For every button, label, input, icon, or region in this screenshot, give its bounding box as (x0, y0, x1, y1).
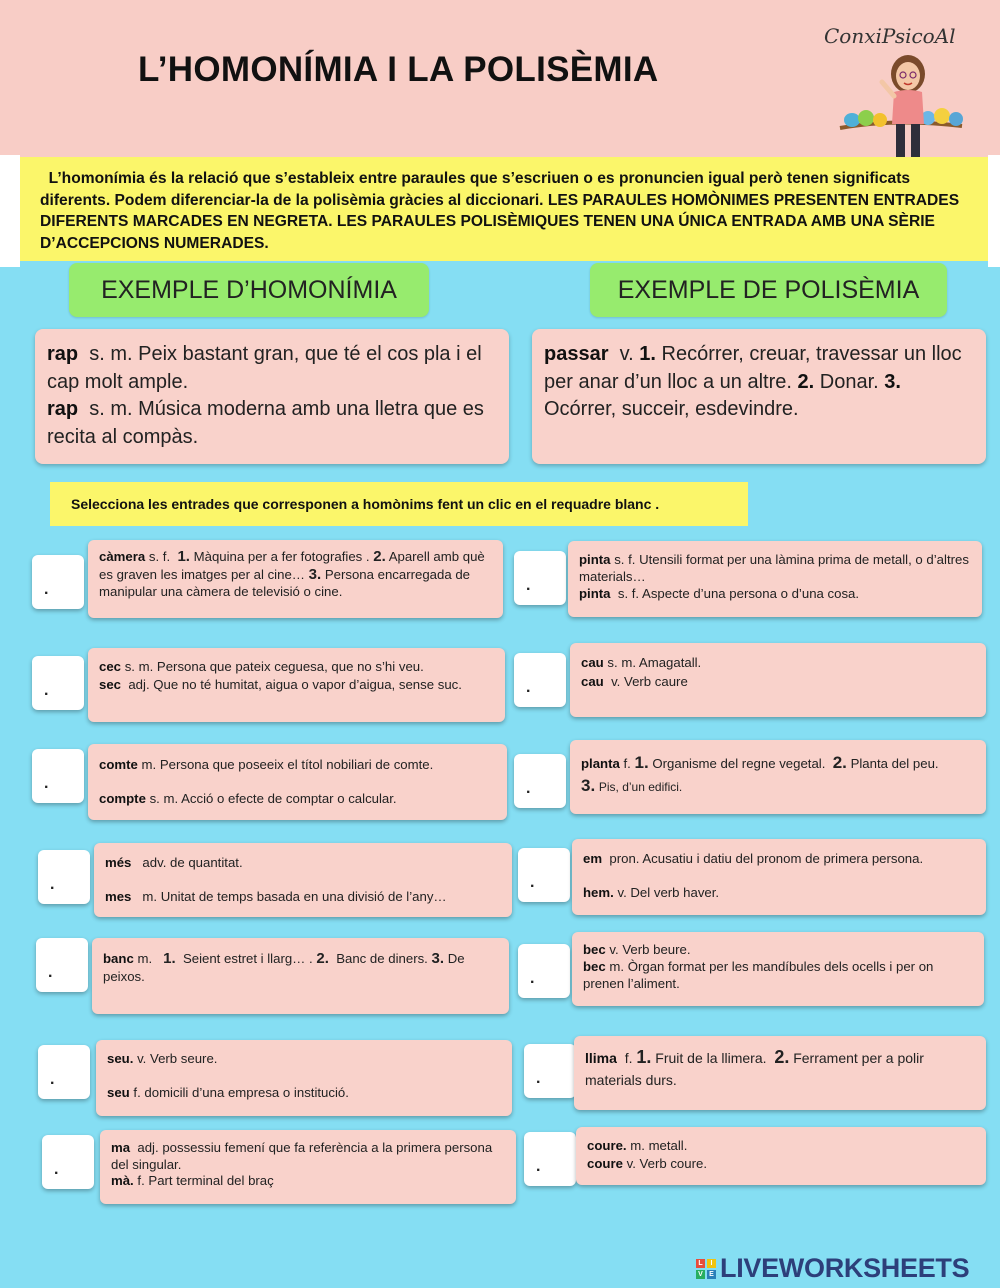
definition: v. Verb beure. (609, 942, 691, 957)
sense-text: Pis, d’un edifici. (598, 780, 683, 794)
sense-number: 2. (316, 950, 329, 967)
headword: pinta (579, 586, 611, 601)
part-of-speech: f. (624, 1050, 633, 1066)
entry-pinta (568, 541, 982, 617)
checkbox-mark: . (536, 1070, 541, 1087)
homonymy-example-box (35, 329, 509, 464)
part-of-speech: m. (137, 951, 153, 966)
header (0, 0, 1000, 158)
entry-planta (570, 740, 986, 814)
checkbox-mark: . (526, 679, 531, 696)
checkbox-mark: . (530, 874, 535, 891)
definition: adj. Que no té humitat, aigua o vapor d’aigua, sense suc. (128, 676, 462, 692)
definition: s. m. Música moderna amb una lletra que es recita al compàs. (47, 398, 484, 448)
definition: s. m. Peix bastant gran, que té el cos pla i el cap molt ample. (47, 343, 482, 393)
headword: ma (111, 1140, 131, 1155)
definition: f. domicili d’una empresa o institució. (133, 1085, 349, 1100)
checkbox-em[interactable] (518, 848, 570, 902)
headword: passar (544, 343, 609, 365)
page-title: L’HOMONÍMIA I LA POLISÈMIA (138, 50, 659, 89)
definition: m. Persona que poseeix el títol nobiliari de comte. (141, 757, 434, 772)
entry-bec (572, 932, 984, 1006)
intro-paragraph (20, 157, 988, 261)
sense-number: 3. (308, 565, 322, 583)
definition: m. metall. (630, 1138, 688, 1153)
sense-number: 1. (634, 753, 649, 772)
definition: s. m. Persona que pateix ceguesa, que no s’hi veu. (124, 659, 424, 674)
logo-cube: E (707, 1270, 716, 1279)
checkbox-bec[interactable] (518, 944, 570, 998)
headword: banc (103, 951, 134, 966)
headword: bec (583, 959, 606, 974)
brand-signature: ConxiPsicoAl (824, 24, 956, 48)
sense-text: Aparell amb què es graven les imatges per al cine… (99, 549, 485, 582)
sense-number: 1. (639, 343, 656, 365)
headword: mà. (111, 1173, 134, 1188)
headword: cau (581, 655, 604, 670)
checkbox-mark: . (526, 577, 531, 594)
checkbox-planta[interactable] (514, 754, 566, 808)
definition: adv. de quantitat. (142, 855, 243, 870)
sense-number: 1. (636, 1047, 652, 1067)
checkbox-mark: . (44, 682, 49, 699)
sense-number: 3. (884, 370, 901, 393)
checkbox-mark: . (44, 581, 49, 598)
entry-camera (88, 540, 503, 618)
polysemy-example-label: EXEMPLE DE POLISÈMIA (590, 263, 947, 317)
definition: m. Unitat de temps basada en una divisió de l’any… (142, 889, 447, 904)
homonymy-example-label: EXEMPLE D’HOMONÍMIA (69, 263, 429, 317)
headword: seu (107, 1085, 130, 1100)
definition: s. m. Acció o efecte de comptar o calcular. (149, 791, 397, 806)
headword: planta (581, 756, 620, 771)
polysemy-example-box (532, 329, 986, 464)
intro-border-left (0, 155, 20, 267)
sense-number: 2. (774, 1047, 790, 1067)
part-of-speech: v. (619, 343, 634, 365)
checkbox-mark: . (530, 970, 535, 987)
logo-cubes-icon (696, 1259, 716, 1279)
checkbox-banc[interactable] (36, 938, 88, 992)
headword: càmera (99, 549, 146, 564)
checkbox-cec[interactable] (32, 656, 84, 710)
checkbox-mark: . (536, 1158, 541, 1175)
checkbox-pinta[interactable] (514, 551, 566, 605)
logo-text: LIVEWORKSHEETS (720, 1253, 970, 1283)
sense-text: De peixos. (103, 951, 465, 984)
headword: comte (99, 757, 138, 772)
checkbox-mark: . (48, 964, 53, 981)
sense-text: Fruit de la llimera. (655, 1050, 767, 1066)
instruction-banner: Selecciona les entrades que corresponen a homònims fent un clic en el requadre blanc . (50, 482, 748, 526)
headword: bec (583, 942, 606, 957)
entry-cau (570, 643, 986, 717)
entry-ma (100, 1130, 516, 1204)
entry-llima (574, 1036, 986, 1110)
checkbox-coure[interactable] (524, 1132, 576, 1186)
headword: coure. (587, 1138, 627, 1153)
checkbox-cau[interactable] (514, 653, 566, 707)
entry-coure (576, 1127, 986, 1185)
headword: seu. (107, 1051, 134, 1066)
checkbox-mark: . (50, 1071, 55, 1088)
entry-banc (92, 938, 509, 1014)
entry-em (572, 839, 986, 915)
sense-text: Donar. (819, 370, 879, 393)
sense-text: Màquina per a fer fotografies . (193, 549, 370, 564)
entry-seu (96, 1040, 512, 1116)
sense-text: Persona encarregada de manipular una càmera de televisió o cine. (99, 566, 471, 599)
checkbox-mark: . (44, 775, 49, 792)
sense-text: Seient estret i llarg… . (182, 951, 313, 966)
sense-number: 3. (431, 950, 445, 967)
sense-number: 2. (797, 370, 815, 393)
intro-caps-text: LES PARAULES HOMÒNIMES PRESENTEN ENTRADES DIFERENTS MARCADES EN NEGRETA. LES PARAULES POLISÈMIQUES TENEN UNA ÚNICA ENTRADA AMB UNA SÈRIE D’ACCEPCIONS NUMERADES. (40, 191, 960, 252)
definition: pron. Acusatiu i datiu del pronom de primera persona. (609, 851, 924, 866)
headword: més (105, 855, 132, 870)
definition: adj. possessiu femení que fa referència a la primera persona del singular. (111, 1140, 493, 1172)
sense-number: 1. (177, 548, 190, 565)
headword: mes (105, 889, 132, 904)
checkbox-mes[interactable] (38, 850, 90, 904)
definition: v. Verb coure. (626, 1156, 707, 1171)
headword: em (583, 851, 603, 866)
definition: f. Part terminal del braç (137, 1173, 274, 1188)
sense-text: Planta del peu. (850, 756, 939, 771)
definition: v. Verb caure (611, 674, 688, 689)
definition: s. f. Aspecte d’una persona o d’una cosa. (617, 586, 860, 601)
checkbox-llima[interactable] (524, 1044, 576, 1098)
checkbox-mark: . (526, 780, 531, 797)
sense-number: 3. (581, 776, 596, 795)
definition: v. Verb seure. (137, 1051, 218, 1066)
sense-number: 1. (163, 950, 176, 967)
headword: sec (99, 676, 122, 692)
part-of-speech: s. f. (148, 549, 171, 564)
checkbox-mark: . (54, 1161, 59, 1178)
logo-cube: V (696, 1270, 705, 1279)
sense-text: Ferrament per a polir materials durs. (585, 1050, 924, 1088)
definition: m. Òrgan format per les mandíbules dels ocells i per on prenen l’aliment. (583, 959, 934, 991)
checkbox-seu[interactable] (38, 1045, 90, 1099)
headword: rap (47, 398, 79, 420)
logo-cube: L (696, 1259, 705, 1268)
liveworksheets-logo (696, 1253, 969, 1284)
headword: cau (581, 674, 604, 689)
entry-comte (88, 744, 507, 820)
intro-border-right (988, 155, 1000, 267)
intro-text: L’homonímia és la relació que s’estableix entre paraules que s’escriuen o es pronuncien igual però tenen significats diferents. Podem diferenciar-la de la polisèmia gràcies al diccionari. (40, 170, 911, 209)
headword: compte (99, 791, 146, 806)
headword: coure (587, 1156, 623, 1171)
checkbox-comte[interactable] (32, 749, 84, 803)
headword: cec (99, 659, 122, 674)
headword: hem. (583, 885, 614, 900)
sense-number: 2. (832, 753, 847, 772)
entry-cec (88, 648, 505, 722)
definition: s. f. Utensili format per una làmina prima de metall, o d’altres materials… (579, 552, 969, 584)
headword: llima (585, 1050, 617, 1066)
sense-text: Recórrer, creuar, travessar un lloc per anar d’un lloc a un altre. (544, 343, 962, 393)
sense-text: Ocórrer, succeir, esdevindre. (544, 398, 799, 420)
checkbox-ma[interactable] (42, 1135, 94, 1189)
sense-text: Banc de diners. (336, 951, 428, 966)
headword: pinta (579, 552, 611, 567)
sense-number: 2. (373, 548, 386, 565)
headword: rap (47, 343, 79, 365)
definition: s. m. Amagatall. (607, 655, 702, 670)
logo-cube: I (707, 1259, 716, 1268)
entry-mes (94, 843, 512, 917)
checkbox-camera[interactable] (32, 555, 84, 609)
definition: v. Del verb haver. (617, 885, 720, 900)
checkbox-mark: . (50, 876, 55, 893)
part-of-speech: f. (623, 756, 631, 771)
sense-text: Organisme del regne vegetal. (652, 756, 826, 771)
